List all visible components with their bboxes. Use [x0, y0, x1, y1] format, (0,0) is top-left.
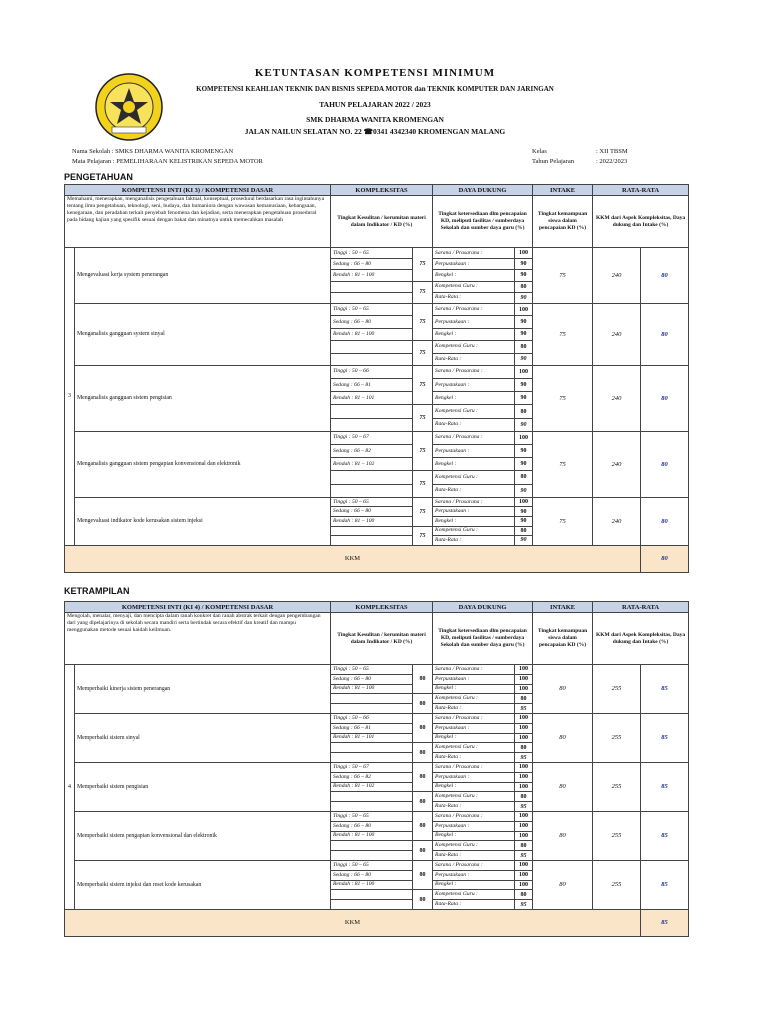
support-label: Rata-Rata :: [433, 851, 515, 861]
support-label: Rata-Rata :: [433, 353, 515, 365]
complexity-average: 75: [413, 526, 433, 545]
complexity-level: Tinggi : 50 – 65: [331, 303, 413, 315]
kkm-label: KKM: [65, 909, 641, 936]
support-label: Sarana / Prasarana :: [433, 303, 515, 315]
total-value: 255: [593, 811, 641, 860]
complexity-empty: [331, 484, 413, 497]
complexity-empty: [331, 341, 413, 353]
header-kompetensi: KOMPETENSI INTI (KI 4) / KOMPETENSI DASAR: [65, 602, 331, 613]
support-value: 95: [515, 704, 533, 714]
support-label: Bengkel :: [433, 831, 515, 841]
total-value: 255: [593, 665, 641, 714]
ki-index: 4: [65, 665, 75, 910]
total-value: 255: [593, 860, 641, 909]
total-value: 255: [593, 713, 641, 762]
school-name: SMK DHARMA WANITA KROMENGAN: [306, 115, 444, 124]
kd-item: Memperbaiki sistem sinyal: [75, 713, 331, 762]
complexity-empty: [331, 890, 413, 900]
kompleksitas-description: Tingkat Kesulitan / kerumitan materi dalam Indikator / KD (%): [331, 613, 433, 665]
complexity-average: 80: [413, 743, 433, 763]
support-label: Bengkel :: [433, 328, 515, 340]
complexity-value: 80: [413, 665, 433, 694]
support-value: 100: [515, 831, 533, 841]
kd-item: Memperbaiki sistem injeksi dan reset kode kerusakan: [75, 860, 331, 909]
support-value: 80: [515, 341, 533, 353]
support-label: Rata-Rata :: [433, 900, 515, 910]
support-value: 90: [515, 316, 533, 328]
description-row: [65, 196, 689, 248]
complexity-empty: [331, 802, 413, 812]
ki-description: Memahami, menerapkan, menganalisis pengetahuan faktual, konseptual, prosedural berdasarkan rasa ingintahunya tentang ilmu pengetahuan, teknologi, seni, budaya, dan humaniora dengan wawasan kemanusiaan, kebangsaan, kenegaraan, dan peradaban terkait penyebab fenomena dan kejadian, serta menerapkan pengetahuan prosedural pada bidang kajian yang spesifik sesuai dengan bakat dan minatnya untuk memecahkan masalah: [65, 196, 331, 248]
support-value: 80: [515, 526, 533, 536]
support-value: 100: [515, 713, 533, 723]
support-label: Rata-Rata :: [433, 536, 515, 546]
complexity-value: 80: [413, 713, 433, 742]
support-value: 100: [515, 365, 533, 378]
support-label: Bengkel :: [433, 516, 515, 526]
kd-average: 85: [641, 762, 689, 811]
kkm-table-ketrampilan: [64, 601, 689, 937]
kompleksitas-description: Tingkat Kesulitan / kerumitan materi dalam Indikator / KD (%): [331, 196, 433, 248]
support-label: Bengkel :: [433, 392, 515, 405]
support-label: Sarana / Prasarana :: [433, 762, 515, 772]
support-label: Sarana / Prasarana :: [433, 497, 515, 507]
support-label: Sarana / Prasarana :: [433, 365, 515, 378]
support-label: Perpustakaan :: [433, 772, 515, 782]
support-value: 90: [515, 353, 533, 365]
document-subtitle: KOMPETENSI KEAHLIAN TEKNIK DAN BISNIS SEPEDA MOTOR dan TEKNIK KOMPUTER DAN JARINGAN: [196, 85, 554, 93]
rata-rata-description: KKM dari Aspek Kompleksitas, Daya dukung dan Intake (%): [593, 613, 689, 665]
support-label: Perpustakaan :: [433, 259, 515, 270]
total-value: 255: [593, 762, 641, 811]
table-row: [65, 248, 689, 259]
support-label: Rata-Rata :: [433, 484, 515, 497]
meta-school-name: Nama Sekolah : SMKS DHARMA WANITA KROMENGAN: [72, 148, 234, 155]
support-label: Rata-Rata :: [433, 802, 515, 812]
support-value: 90: [515, 458, 533, 471]
kkm-value: 80: [641, 545, 689, 572]
table-row: [65, 665, 689, 675]
kd-item: Memperbaiki sistem pengisian: [75, 762, 331, 811]
complexity-level: Sedang : 66 – 81: [331, 723, 413, 733]
complexity-level: Rendah : 81 – 101: [331, 392, 413, 405]
support-label: Kompetensi Guru :: [433, 841, 515, 851]
table-row: [65, 762, 689, 772]
support-value: 95: [515, 900, 533, 910]
support-value: 100: [515, 762, 533, 772]
support-label: Bengkel :: [433, 880, 515, 890]
support-value: 80: [515, 281, 533, 292]
table-row: [65, 497, 689, 507]
complexity-value: 75: [413, 303, 433, 340]
complexity-empty: [331, 471, 413, 484]
kd-average: 80: [641, 248, 689, 304]
support-value: 100: [515, 431, 533, 444]
complexity-level: Tinggi : 50 – 65: [331, 811, 413, 821]
support-value: 90: [515, 536, 533, 546]
support-label: Kompetensi Guru :: [433, 341, 515, 353]
header-kompleksitas: KOMPLEKSITAS: [331, 602, 433, 613]
support-label: Kompetensi Guru :: [433, 890, 515, 900]
header-intake: INTAKE: [533, 602, 593, 613]
intake-value: 80: [533, 811, 593, 860]
kd-average: 85: [641, 860, 689, 909]
complexity-empty: [331, 792, 413, 802]
support-value: 80: [515, 743, 533, 753]
kd-item: Menganalisis gangguan sistem pengapian konvensional dan elektronik: [75, 431, 331, 497]
support-label: Perpustakaan :: [433, 379, 515, 392]
kd-average: 80: [641, 303, 689, 365]
support-value: 90: [515, 418, 533, 431]
support-label: Perpustakaan :: [433, 674, 515, 684]
kd-item: Mengevaluasi kerja system penerangan: [75, 248, 331, 304]
complexity-level: Rendah : 81 – 100: [331, 684, 413, 694]
support-label: Rata-Rata :: [433, 418, 515, 431]
support-label: Rata-Rata :: [433, 704, 515, 714]
complexity-level: Sedang : 66 – 80: [331, 316, 413, 328]
complexity-empty: [331, 841, 413, 851]
complexity-level: Sedang : 66 – 82: [331, 772, 413, 782]
document-title: KETUNTASAN KOMPETENSI MINIMUM: [254, 67, 496, 79]
kd-average: 80: [641, 497, 689, 545]
kd-average: 80: [641, 431, 689, 497]
complexity-average: 75: [413, 281, 433, 303]
complexity-level: Tinggi : 50 – 67: [331, 762, 413, 772]
kkm-row: [65, 545, 689, 572]
support-label: Rata-Rata :: [433, 292, 515, 303]
support-label: Bengkel :: [433, 270, 515, 281]
header-daya-dukung: DAYA DUKUNG: [433, 602, 533, 613]
daya-dukung-description: Tingkat ketersediaan dlm pencapaian KD, meliputi fasilitas / sumberdaya Sekolah dan sumber daya guru (%): [433, 196, 533, 248]
kkm-table-pengetahuan: [64, 184, 689, 573]
header-intake: INTAKE: [533, 185, 593, 196]
meta-subject: Mata Pelajaran : PEMELIHARAAN KELISTRIKAN SEPEDA MOTOR: [72, 158, 263, 165]
academic-year: TAHUN PELAJARAN 2022 / 2023: [319, 100, 431, 109]
support-label: Perpustakaan :: [433, 723, 515, 733]
support-value: 100: [515, 860, 533, 870]
support-value: 100: [515, 811, 533, 821]
complexity-average: 75: [413, 405, 433, 431]
support-label: Bengkel :: [433, 733, 515, 743]
support-label: Perpustakaan :: [433, 821, 515, 831]
complexity-level: Rendah : 81 – 100: [331, 270, 413, 281]
complexity-level: Tinggi : 50 – 65: [331, 497, 413, 507]
intake-value: 80: [533, 713, 593, 762]
complexity-value: 80: [413, 762, 433, 791]
support-value: 100: [515, 821, 533, 831]
support-value: 100: [515, 684, 533, 694]
total-value: 240: [593, 497, 641, 545]
intake-value: 80: [533, 860, 593, 909]
support-label: Sarana / Prasarana :: [433, 665, 515, 675]
school-emblem-icon: [94, 72, 164, 142]
complexity-empty: [331, 694, 413, 704]
complexity-empty: [331, 292, 413, 303]
header-kompleksitas: KOMPLEKSITAS: [331, 185, 433, 196]
column-header-row: [65, 185, 689, 196]
support-value: 90: [515, 507, 533, 517]
support-value: 100: [515, 772, 533, 782]
support-value: 80: [515, 694, 533, 704]
support-value: 100: [515, 870, 533, 880]
complexity-level: Sedang : 66 – 80: [331, 674, 413, 684]
support-label: Kompetensi Guru :: [433, 526, 515, 536]
kd-average: 85: [641, 811, 689, 860]
kkm-label: KKM: [65, 545, 641, 572]
complexity-level: Rendah : 81 – 100: [331, 328, 413, 340]
daya-dukung-description: Tingkat ketersediaan dlm pencapaian KD, meliputi fasilitas / sumberdaya Sekolah dan sumber daya guru (%): [433, 613, 533, 665]
kd-average: 85: [641, 713, 689, 762]
column-header-row: [65, 602, 689, 613]
intake-value: 75: [533, 248, 593, 304]
support-value: 80: [515, 471, 533, 484]
support-label: Perpustakaan :: [433, 316, 515, 328]
support-label: Rata-Rata :: [433, 753, 515, 763]
complexity-level: Rendah : 81 – 100: [331, 831, 413, 841]
kd-average: 80: [641, 365, 689, 431]
intake-value: 75: [533, 431, 593, 497]
support-value: 90: [515, 445, 533, 458]
description-row: [65, 613, 689, 665]
ki-index: 3: [65, 248, 75, 546]
complexity-level: Tinggi : 50 – 66: [331, 713, 413, 723]
complexity-empty: [331, 353, 413, 365]
support-value: 100: [515, 880, 533, 890]
support-value: 80: [515, 792, 533, 802]
complexity-level: Rendah : 81 – 102: [331, 458, 413, 471]
complexity-value: 80: [413, 860, 433, 889]
support-label: Sarana / Prasarana :: [433, 860, 515, 870]
support-label: Bengkel :: [433, 684, 515, 694]
intake-value: 80: [533, 762, 593, 811]
support-label: Sarana / Prasarana :: [433, 811, 515, 821]
table-row: [65, 811, 689, 821]
complexity-average: 75: [413, 471, 433, 497]
intake-description: Tingkat kemampuan siswa dalam pencapaian KD (%): [533, 613, 593, 665]
complexity-empty: [331, 418, 413, 431]
total-value: 240: [593, 303, 641, 365]
complexity-value: 75: [413, 365, 433, 405]
kkm-row: [65, 909, 689, 936]
support-value: 100: [515, 248, 533, 259]
intake-value: 75: [533, 303, 593, 365]
ki-description: Mengolah, menalar, menyaji, dan mencipta dalam ranah konkret dan ranah abstrak terkait dengan pengembangan dari yang dipelajarinya di sekolah secara mandiri serta bertindak secara efektif dan kreatif dan mampu menggunakan metode sesuai kaidah keilmuan.: [65, 613, 331, 665]
support-value: 90: [515, 292, 533, 303]
complexity-empty: [331, 743, 413, 753]
table-row: [65, 713, 689, 723]
support-value: 80: [515, 890, 533, 900]
complexity-empty: [331, 704, 413, 714]
complexity-level: Sedang : 66 – 80: [331, 870, 413, 880]
kd-item: Menganalisis gangguan system sinyal: [75, 303, 331, 365]
support-value: 100: [515, 665, 533, 675]
support-value: 90: [515, 379, 533, 392]
complexity-empty: [331, 851, 413, 861]
support-value: 80: [515, 841, 533, 851]
meta-year-value: : 2022/2023: [596, 158, 628, 165]
complexity-empty: [331, 536, 413, 546]
meta-year-label: Tahun Pelajaran: [532, 158, 574, 165]
support-label: Sarana / Prasarana :: [433, 431, 515, 444]
complexity-level: Tinggi : 50 – 67: [331, 431, 413, 444]
complexity-average: 80: [413, 890, 433, 910]
complexity-average: 80: [413, 694, 433, 714]
complexity-empty: [331, 753, 413, 763]
kd-item: Memperbaiki kinerja sistem penerangan: [75, 665, 331, 714]
support-label: Sarana / Prasarana :: [433, 248, 515, 259]
complexity-value: 80: [413, 811, 433, 840]
intake-value: 75: [533, 365, 593, 431]
complexity-level: Tinggi : 50 – 65: [331, 860, 413, 870]
kd-item: Menganalisis gangguan sistem pengisian: [75, 365, 331, 431]
complexity-level: Tinggi : 50 – 65: [331, 665, 413, 675]
kd-item: Memperbaiki sistem pengapian konvensional dan elektronik: [75, 811, 331, 860]
support-label: Kompetensi Guru :: [433, 471, 515, 484]
support-label: Kompetensi Guru :: [433, 792, 515, 802]
complexity-level: Rendah : 81 – 100: [331, 516, 413, 526]
kd-item: Mengevaluasi indikator kode kerusakan sistem injeksi: [75, 497, 331, 545]
complexity-level: Sedang : 66 – 81: [331, 379, 413, 392]
header-rata-rata: RATA-RATA: [593, 185, 689, 196]
complexity-average: 75: [413, 341, 433, 366]
support-label: Perpustakaan :: [433, 507, 515, 517]
support-value: 95: [515, 753, 533, 763]
school-address: JALAN NAILUN SELATAN NO. 22 ☎0341 4342340 KROMENGAN MALANG: [244, 127, 506, 136]
complexity-empty: [331, 526, 413, 536]
header-daya-dukung: DAYA DUKUNG: [433, 185, 533, 196]
complexity-level: Rendah : 81 – 102: [331, 782, 413, 792]
intake-value: 75: [533, 497, 593, 545]
intake-value: 80: [533, 665, 593, 714]
support-value: 90: [515, 484, 533, 497]
complexity-value: 75: [413, 431, 433, 471]
table-row: [65, 860, 689, 870]
table-row: [65, 303, 689, 315]
total-value: 240: [593, 365, 641, 431]
complexity-empty: [331, 900, 413, 910]
support-value: 95: [515, 851, 533, 861]
support-label: Kompetensi Guru :: [433, 743, 515, 753]
support-value: 90: [515, 392, 533, 405]
complexity-level: Tinggi : 50 – 65: [331, 248, 413, 259]
support-value: 100: [515, 674, 533, 684]
support-label: Kompetensi Guru :: [433, 281, 515, 292]
support-label: Perpustakaan :: [433, 445, 515, 458]
header-kompetensi: KOMPETENSI INTI (KI 3) / KOMPETENSI DASAR: [65, 185, 331, 196]
complexity-level: Sedang : 66 – 80: [331, 821, 413, 831]
support-value: 100: [515, 723, 533, 733]
complexity-empty: [331, 405, 413, 418]
support-value: 95: [515, 802, 533, 812]
complexity-value: 75: [413, 248, 433, 282]
kkm-value: 85: [641, 909, 689, 936]
support-value: 90: [515, 270, 533, 281]
kd-average: 85: [641, 665, 689, 714]
table-row: [65, 365, 689, 378]
complexity-level: Sedang : 66 – 80: [331, 259, 413, 270]
rata-rata-description: KKM dari Aspek Kompleksitas, Daya dukung dan Intake (%): [593, 196, 689, 248]
complexity-level: Rendah : 81 – 101: [331, 733, 413, 743]
complexity-average: 80: [413, 792, 433, 812]
support-label: Bengkel :: [433, 782, 515, 792]
meta-class-label: Kelas: [532, 148, 547, 155]
complexity-level: Rendah : 81 – 100: [331, 880, 413, 890]
complexity-average: 80: [413, 841, 433, 861]
support-label: Kompetensi Guru :: [433, 694, 515, 704]
support-value: 80: [515, 405, 533, 418]
support-value: 90: [515, 516, 533, 526]
support-label: Kompetensi Guru :: [433, 405, 515, 418]
support-value: 100: [515, 497, 533, 507]
support-value: 100: [515, 303, 533, 315]
complexity-level: Tinggi : 50 – 66: [331, 365, 413, 378]
table-row: [65, 431, 689, 444]
complexity-level: Sedang : 66 – 82: [331, 445, 413, 458]
meta-class-value: : XII TBSM: [596, 148, 628, 155]
support-label: Bengkel :: [433, 458, 515, 471]
support-value: 100: [515, 782, 533, 792]
support-label: Sarana / Prasarana :: [433, 713, 515, 723]
intake-description: Tingkat kemampuan siswa dalam pencapaian KD (%): [533, 196, 593, 248]
complexity-value: 75: [413, 497, 433, 526]
header-rata-rata: RATA-RATA: [593, 602, 689, 613]
support-value: 90: [515, 328, 533, 340]
support-value: 100: [515, 733, 533, 743]
complexity-level: Sedang : 66 – 80: [331, 507, 413, 517]
section-title-pengetahuan: PENGETAHUAN: [64, 172, 133, 182]
total-value: 240: [593, 248, 641, 304]
support-label: Perpustakaan :: [433, 870, 515, 880]
section-title-ketrampilan: KETRAMPILAN: [64, 586, 130, 596]
total-value: 240: [593, 431, 641, 497]
complexity-empty: [331, 281, 413, 292]
support-value: 90: [515, 259, 533, 270]
